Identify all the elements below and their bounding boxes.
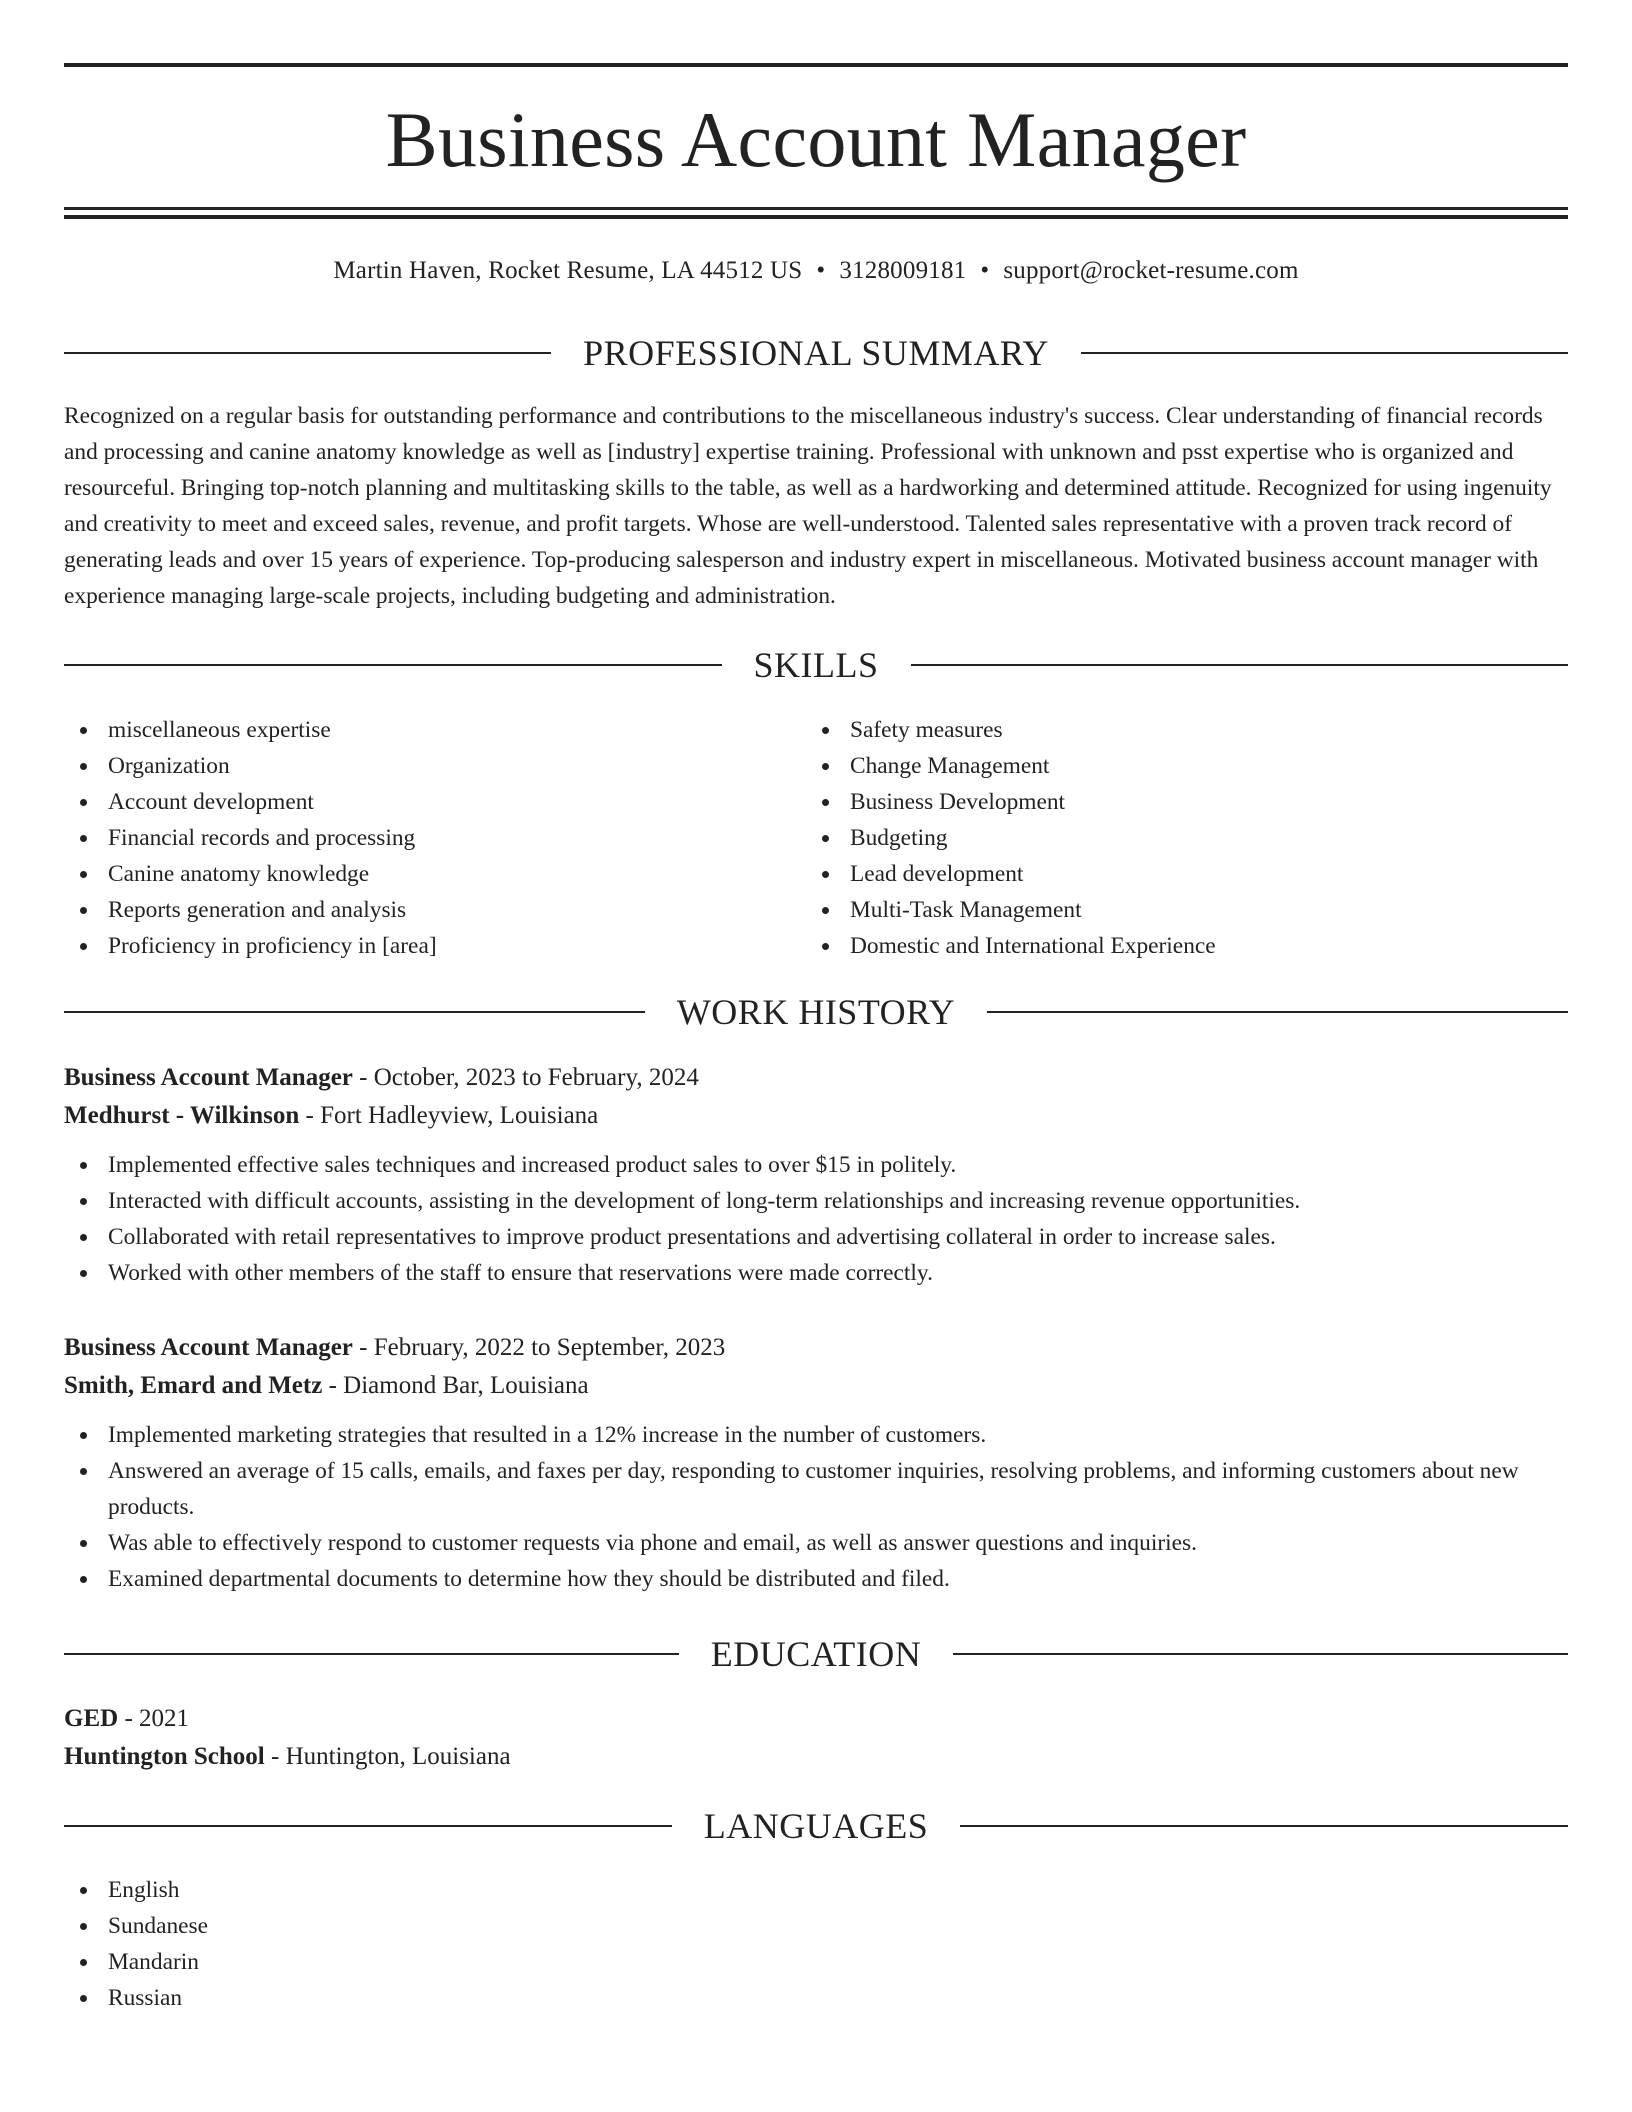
section-divider xyxy=(64,1653,679,1655)
job-bullets xyxy=(64,1147,1568,1291)
section-title-skills: SKILLS xyxy=(753,645,879,685)
job-bullet: Implemented effective sales techniques and increased product sales to over $15 in politely. xyxy=(64,1147,1568,1183)
education-year: - 2021 xyxy=(118,1705,190,1732)
contact-email: support@rocket-resume.com xyxy=(1003,257,1299,284)
section-divider xyxy=(953,1653,1568,1655)
language-item: Russian xyxy=(64,1980,764,2016)
contact-separator: • xyxy=(980,257,990,284)
summary-text: Recognized on a regular basis for outstanding performance and contributions to the miscellaneous industry's success. Clear understanding of financial records and processing and canine anatomy knowledge as well as [industry] expertise training. Professional with unknown and psst expertise who is organized and resourceful. Bringing top-notch planning and multitasking skills to the table, as well as a hardworking and determined attitude. Recognized for using ingenuity and creativity to meet and exceed sales, revenue, and profit targets. Whose are well-understood. Talented sales representative with a proven track record of generating leads and over 15 years of experience. Top-producing salesperson and industry expert in miscellaneous. Motivated business account manager with experience managing large-scale projects, including budgeting and administration. xyxy=(64,403,1552,609)
skill-item: Business Development xyxy=(806,784,1526,820)
job-bullets xyxy=(64,1417,1568,1597)
job-company-line xyxy=(64,1367,1568,1405)
skills-list-right xyxy=(806,712,1526,964)
job-company: Smith, Emard and Metz xyxy=(64,1372,323,1399)
section-divider xyxy=(911,664,1569,666)
skill-item: Canine anatomy knowledge xyxy=(64,856,784,892)
resume-title: Business Account Manager xyxy=(385,96,1247,183)
job-company-line xyxy=(64,1097,1568,1135)
contact-address: Martin Haven, Rocket Resume, LA 44512 US xyxy=(333,257,803,284)
job-title-line xyxy=(64,1329,1568,1367)
section-header-education xyxy=(64,1634,1568,1674)
language-item: Mandarin xyxy=(64,1944,764,1980)
job-bullet: Was able to effectively respond to customer requests via phone and email, as well as answer questions and inquiries. xyxy=(64,1525,1568,1561)
language-item: English xyxy=(64,1872,764,1908)
job-bullet: Examined departmental documents to determine how they should be distributed and filed. xyxy=(64,1561,1568,1597)
section-title-work: WORK HISTORY xyxy=(676,992,956,1032)
section-divider xyxy=(64,664,722,666)
top-rule xyxy=(64,63,1568,67)
skill-item: Safety measures xyxy=(806,712,1526,748)
contact-phone: 3128009181 xyxy=(839,257,967,284)
skill-item: Lead development xyxy=(806,856,1526,892)
title-rule-lower xyxy=(64,215,1568,219)
job-dates: - October, 2023 to February, 2024 xyxy=(352,1064,699,1091)
section-header-summary xyxy=(64,333,1568,373)
skill-item: Budgeting xyxy=(806,820,1526,856)
job-company: Medhurst - Wilkinson xyxy=(64,1102,300,1129)
job-bullet: Implemented marketing strategies that resulted in a 12% increase in the number of customers. xyxy=(64,1417,1568,1453)
section-divider xyxy=(64,1825,672,1827)
skill-item: Reports generation and analysis xyxy=(64,892,784,928)
section-header-languages xyxy=(64,1806,1568,1846)
section-header-skills xyxy=(64,645,1568,685)
section-divider xyxy=(960,1825,1568,1827)
job-title: Business Account Manager xyxy=(64,1064,353,1091)
skill-item: Financial records and processing xyxy=(64,820,784,856)
section-divider xyxy=(64,1011,645,1013)
job-entry xyxy=(64,1329,1568,1597)
skill-item: Domestic and International Experience xyxy=(806,928,1526,964)
education-degree: GED xyxy=(64,1705,119,1732)
contact-line xyxy=(64,254,1568,288)
section-divider xyxy=(987,1011,1568,1013)
section-title-education: EDUCATION xyxy=(710,1634,922,1674)
title-rule-upper xyxy=(64,207,1568,210)
job-title: Business Account Manager xyxy=(64,1334,353,1361)
job-location: - Diamond Bar, Louisiana xyxy=(322,1372,589,1399)
job-location: - Fort Hadleyview, Louisiana xyxy=(299,1102,599,1129)
education-school-line xyxy=(64,1738,1568,1776)
section-divider xyxy=(64,352,551,354)
skill-item: Proficiency in proficiency in [area] xyxy=(64,928,784,964)
section-header-work xyxy=(64,992,1568,1032)
job-dates: - February, 2022 to September, 2023 xyxy=(352,1334,726,1361)
section-title-summary: PROFESSIONAL SUMMARY xyxy=(583,333,1049,373)
section-divider xyxy=(1081,352,1568,354)
job-bullet: Worked with other members of the staff to ensure that reservations were made correctly. xyxy=(64,1255,1568,1291)
language-item: Sundanese xyxy=(64,1908,764,1944)
skill-item: Change Management xyxy=(806,748,1526,784)
education-entry xyxy=(64,1700,1568,1776)
education-location: - Huntington, Louisiana xyxy=(264,1743,511,1770)
contact-separator: • xyxy=(816,257,826,284)
skill-item: miscellaneous expertise xyxy=(64,712,784,748)
job-bullet: Collaborated with retail representatives to improve product presentations and advertising collateral in order to increase sales. xyxy=(64,1219,1568,1255)
section-title-languages: LANGUAGES xyxy=(703,1806,929,1846)
skill-item: Account development xyxy=(64,784,784,820)
languages-list xyxy=(64,1872,764,2016)
skills-list-left xyxy=(64,712,784,964)
skill-item: Multi-Task Management xyxy=(806,892,1526,928)
job-title-line xyxy=(64,1059,1568,1097)
job-bullet: Answered an average of 15 calls, emails, and faxes per day, responding to customer inquiries, resolving problems, and informing customers about new products. xyxy=(64,1453,1568,1525)
education-school: Huntington School xyxy=(64,1743,265,1770)
job-bullet: Interacted with difficult accounts, assisting in the development of long-term relationships and increasing revenue opportunities. xyxy=(64,1183,1568,1219)
education-degree-line xyxy=(64,1700,1568,1738)
job-entry xyxy=(64,1059,1568,1291)
skill-item: Organization xyxy=(64,748,784,784)
